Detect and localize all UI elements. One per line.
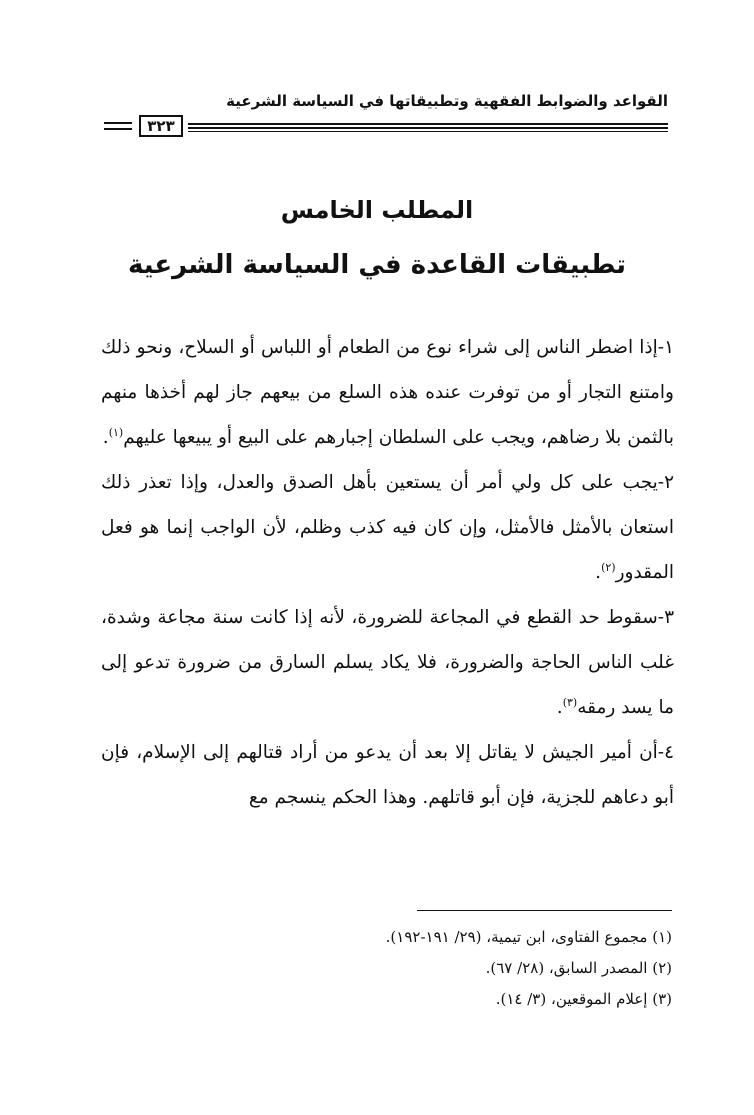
paragraph-4: ٤-أن أمير الجيش لا يقاتل إلا بعد أن يدعو من أراد قتالهم إلى الإسلام، فإن أبو دعاهم للجزية، فإن أبو قاتلهم. وهذا الحكم ينسجم مع [101, 742, 674, 808]
paragraph-2: ٢-يجب على كل ولي أمر أن يستعين بأهل الصدق والعدل، وإذا تعذر ذلك استعان بالأمثل فالأمثل، وإن كان فيه كذب وظلم، لأن الواجب إنما هو فعل المقدور$^{(٢)}$. [101, 472, 674, 583]
page-number: ٣٢٣ [139, 115, 183, 137]
footnotes [112, 922, 672, 1015]
section-subheading: تطبيقات القاعدة في السياسة الشرعية [127, 250, 627, 280]
footnote-3: (٣) إعلام الموقعين، (٣/ ١٤). [495, 990, 672, 1008]
header-rule-left [104, 122, 132, 134]
paragraph-3: ٣-سقوط حد القطع في المجاعة للضرورة، لأنه إذا كانت سنة مجاعة وشدة، غلب الناس الحاجة والضرورة، فلا يكاد يسلم السارق من ضرورة تدعو إلى ما يسد رمقه$^{(٣)}$. [101, 607, 674, 718]
footnote-1: (١) مجموع الفتاوى، ابن تيمية، (٢٩/ ١٩١-١٩٢). [385, 928, 672, 946]
footnote-ref-1: (١) [108, 425, 124, 439]
paragraph-1: ١-إذا اضطر الناس إلى شراء نوع من الطعام أو اللباس أو السلاح، ونحو ذلك وامتنع التجار أو من توفرت عنده هذه السلع من بيعهم جاز لهم أخذها منهم بالثمن بلا رضاهم، ويجب على السلطان إجبارهم على البيع أو يبيعها عليهم$^{(١)}$. [101, 337, 674, 448]
header-rule [188, 120, 668, 134]
footnote-ref-2: (٢) [601, 560, 616, 574]
book-title: القواعد والضوابط الفقهية وتطبيقاتها في السياسة الشرعية [226, 92, 668, 110]
section-heading: المطلب الخامس [280, 196, 474, 224]
footnote-ref-3: (٣) [562, 695, 578, 709]
footnote-2: (٢) المصدر السابق، (٢٨/ ٦٧). [485, 959, 672, 977]
footnote-divider [417, 910, 672, 911]
body-text [101, 325, 674, 820]
